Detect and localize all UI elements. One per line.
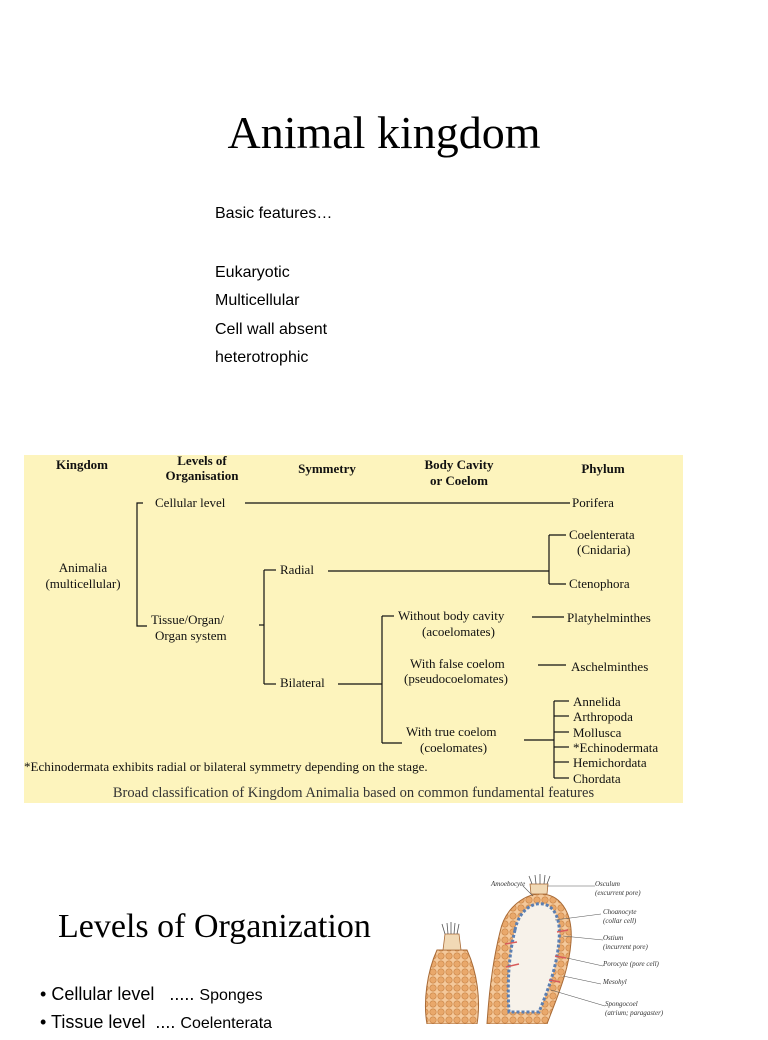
phylum-echinodermata: *Echinodermata (573, 740, 659, 755)
level-example: Coelenterata (180, 1015, 273, 1032)
classification-tree (24, 455, 683, 803)
phylum-coelenterata: Coelenterata (569, 527, 635, 542)
classification-diagram (24, 455, 683, 803)
node-false-coelom-2: (pseudocoelomates) (404, 671, 508, 686)
node-animalia-2: (multicellular) (45, 576, 121, 591)
label-choanocyte-2: (collar cell) (603, 917, 637, 925)
node-radial: Radial (280, 562, 314, 577)
feature-item: Eukaryotic (215, 263, 290, 281)
large-sponge-shape (487, 874, 571, 1024)
phylum-chordata: Chordata (573, 771, 621, 786)
section-title: Levels of Organization (58, 908, 371, 945)
phylum-mollusca: Mollusca (573, 725, 622, 740)
sponge-drawing (405, 872, 690, 1024)
list-item (40, 1012, 272, 1040)
header-symmetry: Symmetry (298, 461, 356, 476)
node-bilateral: Bilateral (280, 675, 325, 690)
feature-item: Multicellular (215, 292, 300, 309)
node-true-coelom-2: (coelomates) (420, 740, 488, 755)
node-tissue: Tissue/Organ/ (151, 612, 224, 627)
list-item (40, 984, 272, 1012)
page-title: Animal kingdom (227, 107, 541, 158)
features-heading: Basic features… (215, 205, 333, 222)
label-porocyte: Porocyte (pore cell) (603, 960, 659, 968)
label-ostium: Ostium (603, 934, 624, 942)
bullet-icon: • (40, 984, 47, 1004)
level-label: Tissue level (51, 1012, 146, 1032)
level-separator: .... (155, 1012, 176, 1032)
label-ostium-2: (incurrent pore) (603, 943, 648, 951)
level-label: Cellular level (51, 984, 155, 1004)
node-cellular-level: Cellular level (155, 495, 226, 510)
header-levels-2: Organisation (165, 468, 239, 483)
phylum-coelenterata-2: (Cnidaria) (577, 542, 631, 557)
footnote: *Echinodermata exhibits radial or bilateral symmetry depending on the stage. (24, 759, 428, 774)
header-levels: Levels of (177, 455, 227, 468)
header-body-cavity: Body Cavity (424, 457, 494, 472)
node-true-coelom: With true coelom (406, 724, 497, 739)
bullet-icon: • (40, 1012, 47, 1032)
header-phylum: Phylum (581, 461, 625, 476)
phylum-platyhelminthes: Platyhelminthes (567, 610, 651, 625)
phylum-ctenophora: Ctenophora (569, 576, 630, 591)
label-mesohyl: Mesohyl (603, 978, 627, 986)
phylum-aschelminthes: Aschelminthes (571, 659, 649, 674)
header-kingdom: Kingdom (55, 457, 109, 472)
node-animalia: Animalia (58, 560, 108, 575)
sponge-illustration (405, 872, 690, 1024)
label-osculum-2: (excurrent pore) (595, 889, 641, 897)
phylum-porifera: Porifera (572, 495, 614, 510)
small-sponge-shape (425, 922, 478, 1024)
node-false-coelom: With false coelom (410, 656, 505, 671)
phylum-arthropoda: Arthropoda (573, 709, 633, 724)
label-spongocoel-2: (atrium; paragaster) (605, 1009, 664, 1017)
label-amoebocyte: Amoebocyte (491, 880, 526, 888)
feature-item: Cell wall absent (215, 320, 328, 338)
label-choanocyte: Choanocyte (603, 908, 637, 916)
phylum-annelida: Annelida (573, 694, 621, 709)
diagram-caption: Broad classification of Kingdom Animalia based on common fundamental features (112, 785, 595, 801)
label-spongocoel: Spongocoel (605, 1000, 638, 1008)
basic-features (215, 200, 332, 373)
label-osculum: Osculum (595, 880, 620, 888)
level-example: Sponges (199, 987, 263, 1004)
level-separator: ..... (169, 984, 195, 1004)
header-body-cavity-2: or Coelom (430, 473, 488, 488)
levels-list (40, 984, 272, 1040)
feature-item: heterotrophic (215, 349, 309, 366)
node-without-cavity: Without body cavity (398, 608, 505, 623)
node-tissue-2: Organ system (155, 628, 227, 643)
phylum-hemichordata: Hemichordata (573, 755, 647, 770)
node-without-cavity-2: (acoelomates) (422, 624, 495, 639)
